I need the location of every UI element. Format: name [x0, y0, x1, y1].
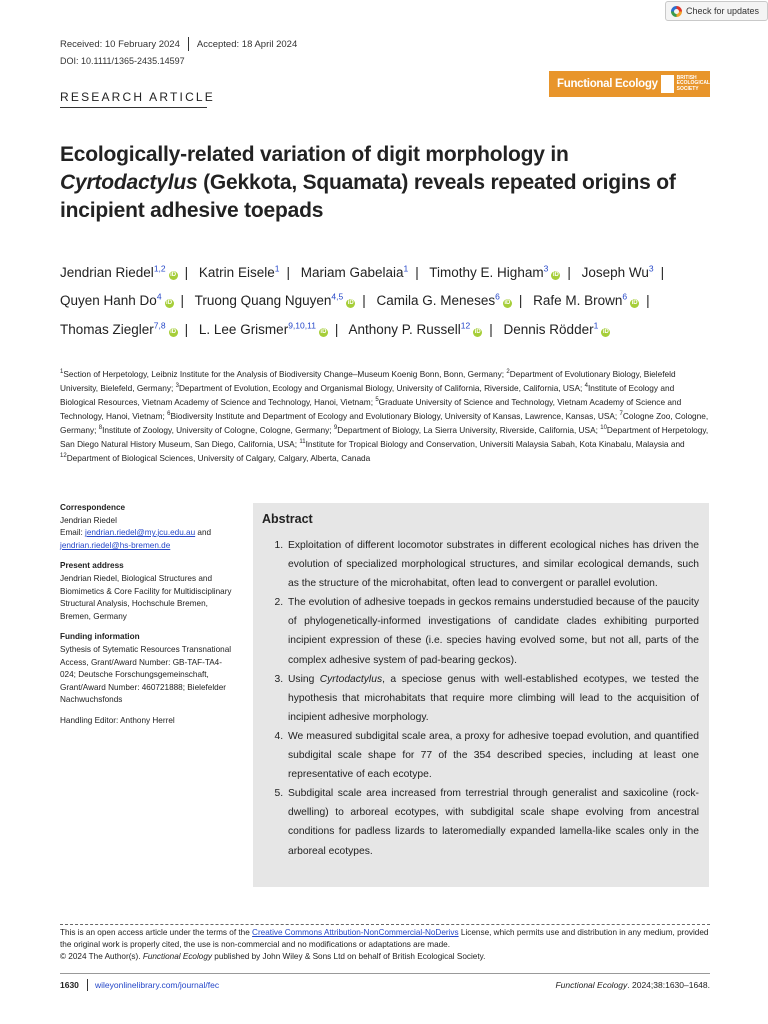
author-affiliation-marker: 1,2: [153, 263, 166, 273]
author[interactable]: [582, 265, 654, 280]
author-separator: |: [489, 321, 493, 337]
orcid-icon[interactable]: iD: [631, 300, 638, 306]
author-affiliation-marker: 3: [648, 263, 654, 273]
email-link-1[interactable]: jendrian.riedel@my.jcu.edu.au: [85, 528, 196, 538]
journal-website-link[interactable]: wileyonlinelibrary.com/journal/fec: [95, 980, 220, 990]
author[interactable]: [199, 322, 328, 337]
orcid-icon[interactable]: iD: [170, 271, 177, 278]
article-type-underline: [60, 107, 207, 108]
author[interactable]: [60, 322, 178, 337]
journal-name: Functional Ecology: [557, 78, 658, 90]
author-name: Truong Quang Nguyen: [194, 293, 332, 308]
funding-block: [60, 631, 235, 707]
abstract-item: 1. Exploitation of different locomotor substrates in different ecological niches has driven the evolution of specialized morphological structures, and similar ecological demands, such as the structure of the microhabitat, often lead to convergent or parallel evolution.: [286, 536, 699, 593]
author[interactable]: [60, 293, 174, 308]
author[interactable]: [195, 293, 356, 308]
abstract-item: 5. Subdigital scale area increased from terrestrial through generalist and saxicoline (rock-dwelling) to arboreal ecotypes, with subdigital scale shape evolving from ancestral conditions for padless lizards to lateromedially expanded lamella-like scales only in the arboreal ecotypes.: [286, 784, 699, 860]
abstract-list: [262, 536, 699, 861]
author-affiliation-marker: 1: [274, 263, 280, 273]
author-affiliation-marker: 3: [543, 263, 549, 273]
author-name: L. Lee Grismer: [198, 321, 289, 337]
author-name: Dennis Rödder: [503, 321, 594, 337]
affiliations: [60, 366, 710, 464]
cc-license-link[interactable]: Creative Commons Attribution-NonCommercial-NoDerivs: [252, 928, 459, 937]
affiliation-text: Department of Biological Sciences, University of Calgary, Calgary, Alberta, Canada: [66, 452, 371, 463]
author[interactable]: [377, 293, 512, 308]
abstract-item: 3. Using Cyrtodactylus, a speciose genus with well-established ecotypes, we tested the hypothesis that microhabitats that require more climbing will lead to the acquisition of incipient adhesive morphology.: [286, 670, 699, 727]
author-affiliation-marker: 9,10,11: [288, 320, 316, 330]
page-number: 1630: [60, 980, 79, 990]
footer-divider: [60, 924, 710, 925]
affiliation-number: 8: [98, 424, 103, 431]
crossmark-icon: [671, 6, 682, 17]
author-affiliation-marker: 4: [156, 291, 162, 302]
author[interactable]: [199, 265, 280, 280]
affiliation-text: Department of Biology, La Sierra University, Riverside, California, USA;: [337, 424, 601, 435]
abstract-heading: Abstract: [262, 512, 313, 526]
check-for-updates-button[interactable]: [665, 1, 768, 21]
affiliation-number: 4: [584, 382, 588, 389]
orcid-icon[interactable]: iD: [504, 300, 511, 306]
orcid-icon[interactable]: iD: [170, 328, 177, 335]
author-affiliation-marker: 1: [403, 263, 409, 273]
funding-text: Sythesis of Sytematic Resources Transnational Access, Grant/Award Number: GB-TAF-TA4-024; Deutsche Forschungsgemeinschaft, Grant/Award Number: 460721888; Bielefelder Nachwuchsfonds: [60, 644, 232, 705]
affiliation-text: Institute of Zoology, University of Cologne, Cologne, Germany;: [102, 424, 334, 435]
author-name: Thomas Ziegler: [60, 321, 154, 337]
author-separator: |: [286, 264, 290, 280]
author-name: Timothy E. Higham: [429, 264, 544, 280]
author-separator: |: [362, 293, 366, 308]
author[interactable]: [60, 265, 178, 280]
present-address-text: Jendrian Riedel, Biological Structures and Biomimetics & Core Facility for Multidisciplinary Structural Analysis, Hochschule Bremen, Bremen, Germany: [60, 573, 232, 621]
doi: DOI: 10.1111/1365-2435.14597: [60, 56, 185, 66]
email-link-2[interactable]: jendrian.riedel@hs-bremen.de: [60, 540, 171, 550]
society-logo-icon: [661, 75, 673, 93]
article-dates: [60, 37, 297, 51]
author-separator: |: [567, 264, 571, 280]
author-affiliation-marker: 6: [495, 291, 500, 302]
orcid-icon[interactable]: iD: [166, 300, 173, 306]
correspondence-name: Jendrian Riedel: [60, 515, 117, 525]
license-statement: This is an open access article under the terms of the Creative Commons Attribution-NonCommercial-NoDerivs License, which permits use and distribution in any medium, provided the original work is properly cited, the use is non-commercial and no modifications or adaptations are made.: [60, 928, 709, 950]
author-name: Anthony P. Russell: [348, 321, 461, 337]
affiliation-number: 5: [375, 396, 379, 403]
author-name: Jendrian Riedel: [60, 264, 154, 280]
affiliation-number: 11: [299, 438, 306, 445]
author-affiliation-marker: 6: [622, 291, 628, 302]
orcid-icon[interactable]: iD: [474, 328, 481, 335]
article-type: RESEARCH ARTICLE: [60, 90, 216, 104]
affiliation-text: Biodiversity Institute and Department of Ecology and Evolutionary Biology, University of Kansas, Lawrence, Kansas, USA;: [170, 410, 620, 421]
affiliation-number: 10: [600, 424, 607, 431]
abstract-box: [253, 503, 709, 887]
author-affiliation-marker: 4,5: [331, 291, 344, 302]
affiliation-text: Institute for Tropical Biology and Conservation, Universiti Malaysia Sabah, Kota Kinabalu, Malaysia and: [305, 438, 685, 449]
divider: [188, 37, 189, 51]
funding-heading: Funding information: [60, 632, 140, 642]
affiliation-number: 3: [175, 382, 179, 389]
sidebar: [60, 502, 235, 736]
affiliation-number: 2: [506, 369, 510, 375]
footer-rule: [60, 973, 710, 974]
copyright-statement: © 2024 The Author(s). Functional Ecology published by John Wiley & Sons Ltd on behalf of British Ecological Society.: [60, 952, 486, 961]
present-address-heading: Present address: [60, 561, 124, 571]
author-separator: |: [660, 264, 665, 280]
affiliation-number: 9: [333, 424, 338, 431]
author-list: [60, 256, 740, 342]
orcid-icon[interactable]: iD: [347, 300, 354, 306]
author[interactable]: [429, 265, 560, 280]
affiliation-number: 7: [619, 410, 623, 417]
author-separator: |: [415, 264, 419, 280]
journal-logo: [549, 71, 710, 97]
author[interactable]: [504, 322, 611, 337]
author[interactable]: [301, 265, 409, 280]
author-name: Mariam Gabelaia: [300, 264, 404, 280]
affiliation-number: 6: [167, 410, 171, 417]
accepted-date: Accepted: 18 April 2024: [196, 38, 298, 50]
handling-editor: Handling Editor: Anthony Herrel: [60, 715, 175, 725]
affiliation-text: Section of Herpetology, Leibniz Institute for the Analysis of Biodiversity Change–Museum Koenig Bonn, Bonn, Germany;: [63, 368, 507, 379]
author-separator: |: [184, 321, 189, 337]
affiliation-number: 12: [60, 452, 67, 459]
orcid-icon[interactable]: iD: [602, 328, 609, 335]
correspondence-block: [60, 502, 235, 552]
correspondence-heading: Correspondence: [60, 503, 126, 512]
orcid-icon[interactable]: iD: [320, 328, 327, 335]
author-separator: |: [334, 321, 339, 337]
author-name: Joseph Wu: [581, 264, 649, 280]
abstract-item: 2. The evolution of adhesive toepads in geckos remains understudied because of the paucity of phylogenetically-informed investigations of candidate clades exhibiting purported incipient expression of these (i.e. species having evolved some, but not all, parts of the complex adhesive system of pad-bearing geckos).: [286, 593, 699, 669]
author-name: Katrin Eisele: [198, 264, 275, 280]
author-name: Camila G. Meneses: [376, 293, 496, 308]
author-separator: |: [518, 293, 523, 308]
author-name: Rafe M. Brown: [533, 293, 623, 308]
affiliation-text: Department of Evolutionary Biology, Bielefeld University, Bielefeld, Germany;: [60, 368, 676, 393]
author-separator: |: [180, 293, 185, 308]
correspondence-email: Email: jendrian.riedel@my.jcu.edu.au and: [60, 528, 212, 538]
author-affiliation-marker: 7,8: [153, 320, 166, 330]
author[interactable]: [348, 322, 482, 337]
author-name: Quyen Hanh Do: [60, 293, 157, 308]
author-separator: |: [184, 264, 189, 280]
author-affiliation-marker: 1: [593, 320, 599, 330]
received-date: Received: 10 February 2024: [60, 38, 180, 50]
orcid-icon[interactable]: iD: [552, 271, 559, 278]
abstract-item: 4. We measured subdigital scale area, a proxy for adhesive toepad evolution, and quantified subdigital scale shape for 77 of the 354 described species, including at least one representative of each ecotype.: [286, 727, 699, 784]
affiliation-text: Department of Herpetology, San Diego Natural History Museum, San Diego, California, USA;: [60, 424, 709, 449]
article-title: Ecologically-related variation of digit morphology in Cyrtodactylus (Gekkota, Squamata) reveals repeated origins of incipient adhesive toepads: [60, 143, 676, 222]
affiliation-text: Graduate University of Science and Technology, Vietnam Academy of Science and Technology, Hanoi, Vietnam;: [60, 396, 682, 421]
citation: Functional Ecology. 2024;38:1630–1648.: [555, 980, 710, 990]
society-name: BRITISH ECOLOGICAL SOCIETY: [676, 74, 710, 92]
check-for-updates-label: Check for updates: [686, 6, 760, 16]
affiliation-number: 1: [60, 369, 64, 375]
author-separator: |: [646, 293, 650, 308]
author[interactable]: [533, 293, 639, 308]
affiliation-text: Cologne Zoo, Cologne, Germany;: [60, 410, 709, 435]
affiliation-text: Institute of Ecology and Biological Resources, Vietnam Academy of Science and Technology, Hanoi, Vietnam;: [60, 382, 675, 407]
affiliation-text: Department of Evolution, Ecology and Organismal Biology, University of California, Riverside, California, USA;: [178, 382, 585, 393]
divider: [87, 979, 88, 991]
present-address-block: [60, 560, 235, 623]
author-affiliation-marker: 12: [460, 320, 471, 330]
